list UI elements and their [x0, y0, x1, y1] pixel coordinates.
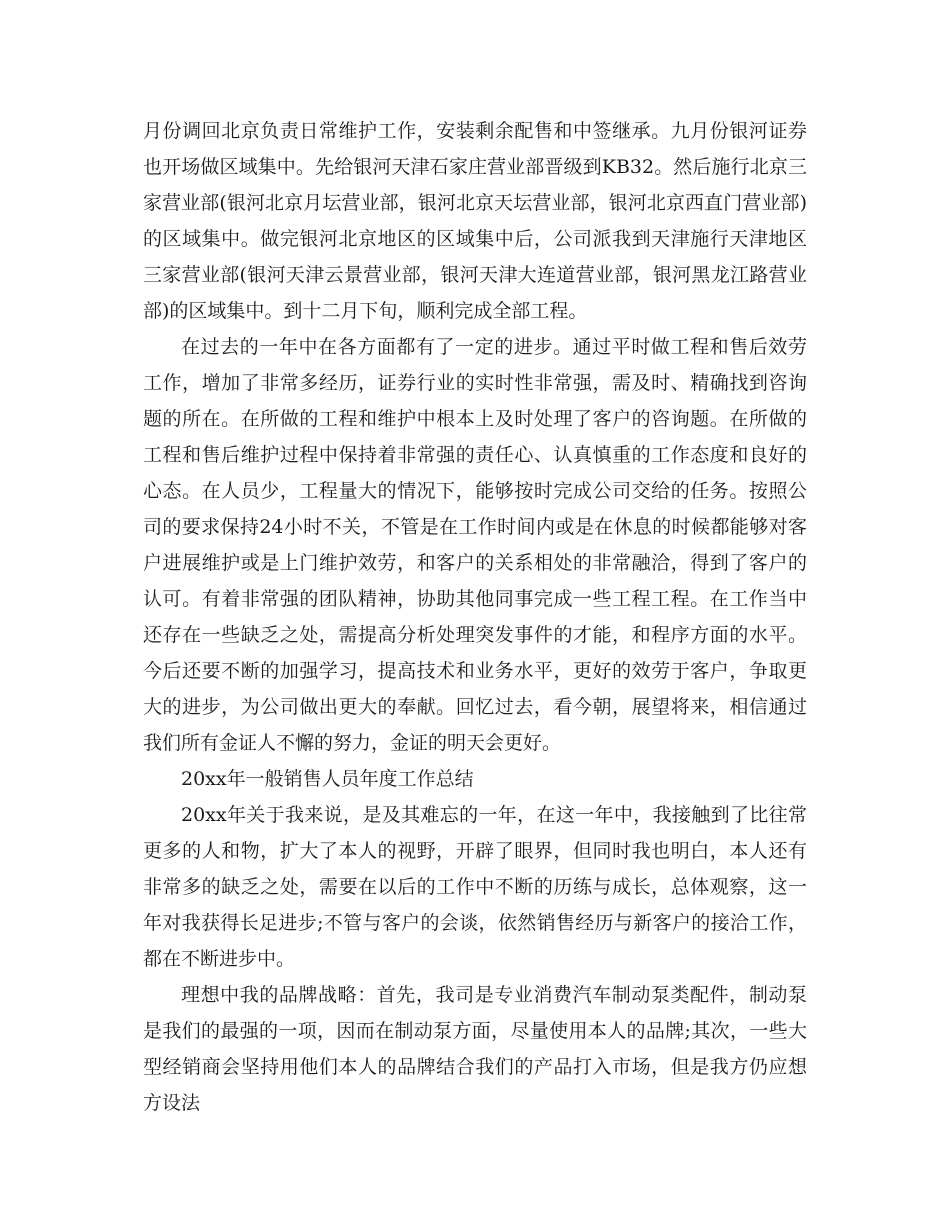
- paragraph-progress: 在过去的一年中在各方面都有了一定的进步。通过平时做工程和售后效劳工作，增加了非常多经历，证券行业的实时性非常强，需及时、精确找到咨询题的所在。在所做的工程和维护中根本上及时处理了客户的咨询题。在所做的工程和售后维护过程中保持着非常强的责任心、认真慎重的工作态度和良好的心态。在人员少，工程量大的情况下，能够按时完成公司交给的任务。按照公司的要求保持24小时不关，不管是在工作时间内或是在休息的时候都能够对客户进展维护或是上门维护效劳，和客户的关系相处的非常融洽，得到了客户的认可。有着非常强的团队精神，协助其他同事完成一些工程工程。在工作当中还存在一些缺乏之处，需提高分析处理突发事件的才能，和程序方面的水平。今后还要不断的加强学习，提高技术和业务水平，更好的效劳于客户，争取更大的进步，为公司做出更大的奉献。回忆过去，看今朝，展望将来，相信通过我们所有金证人不懈的努力，金证的明天会更好。: [143, 336, 807, 754]
- section-title: 20xx年一般销售人员年度工作总结: [181, 768, 474, 790]
- paragraph-intro: 20xx年关于我来说，是及其难忘的一年，在这一年中，我接触到了比往常更多的人和物，扩大了本人的视野，开辟了眼界，但同时我也明白，本人还有非常多的缺乏之处，需要在以后的工作中不断的历练与成长，总体观察，这一年对我获得长足进步;不管与客户的会谈，依然销售经历与新客户的接洽工作，都在不断进步中。: [143, 804, 807, 970]
- document-body: [143, 113, 807, 1121]
- paragraph-continuation: 月份调回北京负责日常维护工作，安装剩余配售和中签继承。九月份银河证券也开场做区域集中。先给银河天津石家庄营业部晋级到KB32。然后施行北京三家营业部(银河北京月坛营业部，银河北京天坛营业部，银河北京西直门营业部)的区域集中。做完银河北京地区的区域集中后，公司派我到天津施行天津地区三家营业部(银河天津云景营业部，银河天津大连道营业部，银河黑龙江路营业部)的区域集中。到十二月下旬，顺利完成全部工程。: [143, 120, 807, 322]
- paragraph-brand-strategy: 理想中我的品牌战略：首先，我司是专业消费汽车制动泵类配件，制动泵是我们的最强的一项，因而在制动泵方面，尽量使用本人的品牌;其次，一些大型经销商会坚持用他们本人的品牌结合我们的产品打入市场，但是我方仍应想方设法: [143, 984, 807, 1114]
